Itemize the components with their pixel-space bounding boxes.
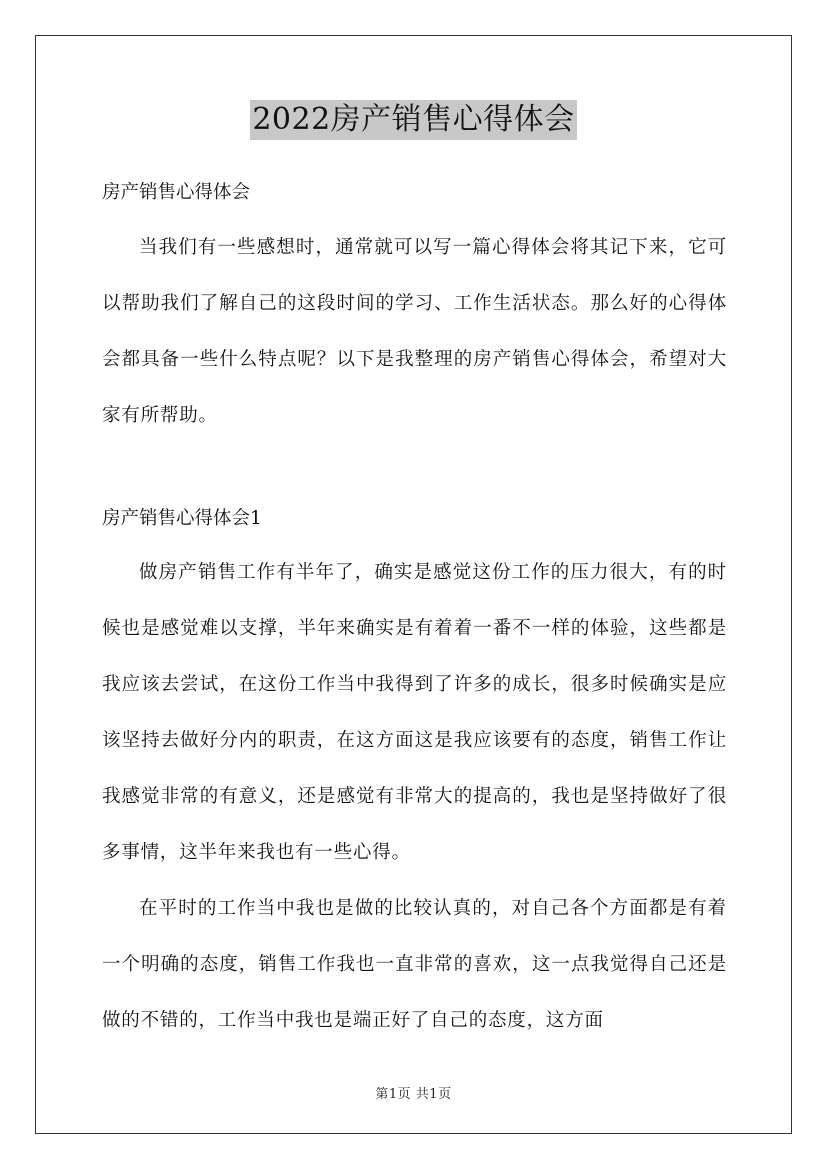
- title-container: [0, 100, 827, 140]
- document-title: 2022房产销售心得体会: [250, 100, 576, 140]
- intro-block: [102, 220, 727, 444]
- section-heading: 房产销售心得体会: [102, 182, 251, 203]
- section-heading-1: 房产销售心得体会1: [102, 508, 262, 529]
- intro-paragraph: 当我们有一些感想时，通常就可以写一篇心得体会将其记下来，它可以帮助我们了解自己的这段时间的学习、工作生活状态。那么好的心得体会都具备一些什么特点呢？以下是我整理的房产销售心得体会，希望对大家有所帮助。: [102, 237, 727, 426]
- body-block: [102, 545, 727, 1049]
- body-paragraph-2: 在平时的工作当中我也是做的比较认真的，对自己各个方面都是有着一个明确的态度，销售工作我也一直非常的喜欢，这一点我觉得自己还是做的不错的，工作当中我也是端正好了自己的态度，这方面: [102, 898, 727, 1031]
- body-paragraph-1: 做房产销售工作有半年了，确实是感觉这份工作的压力很大，有的时候也是感觉难以支撑，半年来确实是有着着一番不一样的体验，这些都是我应该去尝试，在这份工作当中我得到了许多的成长，很多时候确实是应该坚持去做好分内的职责，在这方面这是我应该要有的态度，销售工作让我感觉非常的有意义，还是感觉有非常大的提高的，我也是坚持做好了很多事情，这半年来我也有一些心得。: [102, 562, 727, 863]
- page-footer: 第1页 共1页: [375, 1087, 452, 1102]
